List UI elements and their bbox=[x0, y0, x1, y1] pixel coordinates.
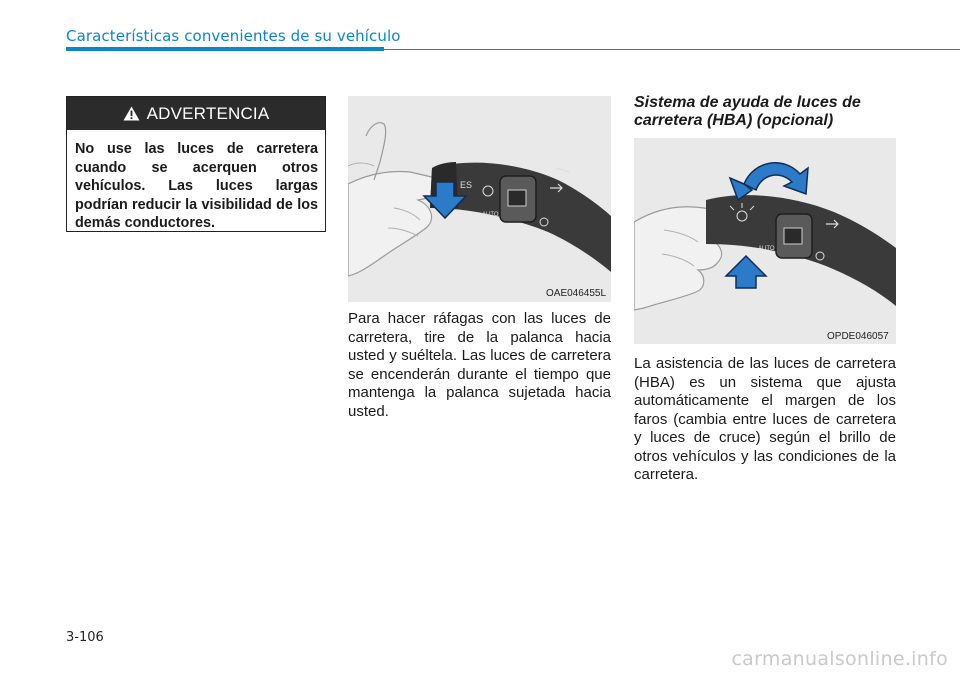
warning-header bbox=[67, 97, 325, 130]
figure-code-hba: OPDE046057 bbox=[827, 331, 889, 342]
flash-lever-illustration bbox=[348, 96, 611, 302]
warning-triangle-icon bbox=[123, 106, 140, 121]
section-header-title: Características convenientes de su vehículo bbox=[66, 27, 401, 45]
svg-text:AUTO: AUTO bbox=[482, 212, 499, 218]
page-number: 3-106 bbox=[66, 630, 104, 645]
warning-text: No use las luces de carretera cuando se acerquen otros vehículos. Las luces largas podrían reducir la visibilidad de los demás conductores. bbox=[75, 141, 318, 231]
watermark-text: carmanualsonline.info bbox=[731, 648, 948, 670]
paragraph-flash: Para hacer ráfagas con las luces de carretera, tire de la palanca hacia usted y suéltela. Las luces de carretera se encenderán durante el tiempo que mantenga la palanca sujetada hacia usted. bbox=[348, 310, 611, 420]
figure-hba-lever bbox=[634, 138, 896, 344]
paragraph-hba: La asistencia de las luces de carretera (HBA) es un sistema que ajusta automáticamente el margen de los faros (cambia entre luces de carretera y luces de cruce) según el brillo de otros vehículos y las condiciones de la carretera. bbox=[634, 355, 896, 483]
svg-text:ES: ES bbox=[460, 180, 473, 190]
hba-lever-illustration bbox=[634, 138, 896, 344]
svg-text:AUTO: AUTO bbox=[758, 246, 775, 252]
warning-box bbox=[66, 96, 326, 232]
figure-flash-lever bbox=[348, 96, 611, 302]
header-rule-thin bbox=[384, 49, 960, 50]
hba-section-title: Sistema de ayuda de luces de carretera (HBA) (opcional) bbox=[634, 94, 861, 129]
warning-title: ADVERTENCIA bbox=[146, 103, 270, 123]
header-rule-thick bbox=[66, 47, 384, 51]
figure-code-flash: OAE046455L bbox=[546, 288, 607, 299]
